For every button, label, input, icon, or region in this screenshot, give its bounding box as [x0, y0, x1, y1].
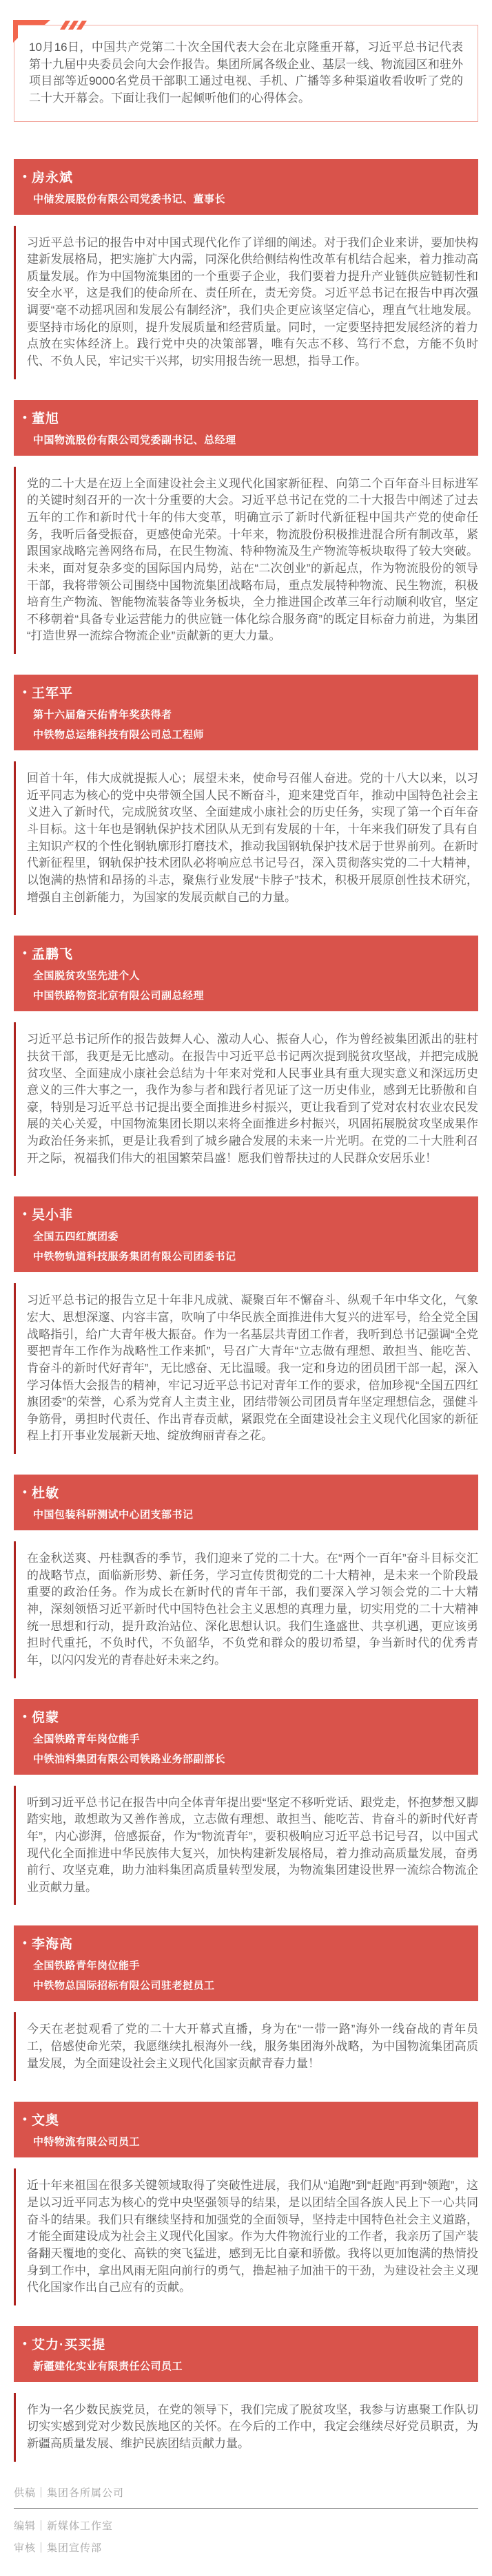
person-banner — [14, 400, 478, 456]
person-quote — [14, 1022, 478, 1176]
article-footer — [14, 2485, 478, 2555]
person-titles — [23, 707, 469, 741]
person-title: 全国铁路青年岗位能手 — [33, 1960, 141, 1972]
bullet-icon: • — [23, 410, 27, 424]
person-banner — [14, 159, 478, 215]
triple-slash-icon — [63, 21, 84, 30]
person-quote — [14, 1283, 478, 1454]
person-title: 全国铁路青年岗位能手 — [33, 1733, 141, 1745]
intro-box — [14, 25, 478, 122]
person-name-row — [23, 167, 469, 186]
person-title: 全国五四红旗团委 — [33, 1231, 119, 1243]
person-name-row — [23, 408, 469, 427]
person-section — [14, 2326, 478, 2462]
person-quote — [14, 2012, 478, 2081]
bullet-icon: • — [23, 686, 27, 699]
person-quote — [14, 2393, 478, 2462]
person-name: 李海高 — [31, 1937, 73, 1952]
person-quote-text: 党的二十大是在迈上全面建设社会主义现代化国家新征程、向第二个百年奋斗目标进军的关键时刻召开的一次十分重要的大会。习近平总书记在党的二十大报告中阐述了过去五年的工作和新时代十年的伟大变革，明确宣示了新时代新征程中国共产党的使命任务，我听后备受振奋，更感使命光荣。十年来，物流股份积极推进混合所有制改革，紧跟国家战略完善网络布局，在民生物流、特种物流及生产物流等板块取得了较大突破。未来，面对复杂多变的国际国内局势，站在“二次创业”的新起点，作为物流股份的领导干部，我将带领公司围绕中国物流集团战略布局，重点发展特种物流、民生物流，积极培育生产物流、智能物流装备等业务板块，全力推进国企改革三年行动顺利收官，坚定不移朝着“具备专业运营能力的供应链一体化综合服务商”的既定目标奋力前进，为集团“打造世界一流综合物流企业”贡献新的更大力量。 — [27, 476, 478, 643]
person-banner — [14, 1925, 478, 2001]
person-quote-text: 回首十年，伟大成就提振人心；展望未来，使命号召催人奋进。党的十八大以来，以习近平同志为核心的党中央带领全国人民不断奋斗，迎来建党百年，推动中国特色社会主义进入了新时代，完成脱贫攻坚、全面建成小康社会的历史任务，实现了第一个百年奋斗目标。这十年也是钢轨保护技术团队从无到有发展的十年，十年来我们研发了具有自主知识产权的个性化钢轨廓形打磨技术，推动我国钢轨保护技术居于世界前列。在新时代新征程里，钢轨保护技术团队必将响应总书记号召，深入贯彻落实党的二十大精神，以饱满的热情和昂扬的斗志，聚焦行业发展“卡脖子”技术，积极开展原创性技术研究，增强自主创新能力，为国家的发展贡献自己的力量。 — [27, 772, 478, 904]
person-name-row — [23, 1934, 469, 1952]
credit-line-reviewer: 审核｜集团宣传部 — [14, 2542, 103, 2554]
person-section — [14, 1699, 478, 1905]
person-name: 吴小菲 — [31, 1208, 73, 1223]
person-banner — [14, 1475, 478, 1530]
person-title: 第十六届詹天佑青年奖获得者 — [33, 709, 172, 721]
footer-divider — [14, 2508, 478, 2509]
person-name: 王军平 — [31, 686, 73, 701]
bullet-icon: • — [23, 947, 27, 960]
person-quote — [14, 761, 478, 915]
person-name-row — [23, 2110, 469, 2129]
person-quote — [14, 2168, 478, 2305]
person-section — [14, 1196, 478, 1454]
person-section — [14, 159, 478, 379]
person-title: 中国物流股份有限公司党委副书记、总经理 — [33, 434, 236, 446]
person-name: 文奥 — [31, 2113, 59, 2129]
person-titles — [23, 1229, 469, 1263]
person-name-row — [23, 1707, 469, 1726]
person-section — [14, 675, 478, 915]
person-titles — [23, 1958, 469, 1992]
person-title: 全国脱贫攻坚先进个人 — [33, 970, 141, 982]
credit-line-contributor: 供稿｜集团各所属公司 — [14, 2487, 125, 2499]
person-quote — [14, 467, 478, 654]
person-quote — [14, 226, 478, 379]
intro-text: 10月16日，中国共产党第二十次全国代表大会在北京隆重开幕，习近平总书记代表第十九届中央委员会向大会作报告。集团所属各级企业、基层一线、物流园区和驻外项目部等近9000名党员干部职工通过电视、手机、广播等多种渠道收看收听了党的二十大开幕会。下面让我们一起倾听他们的心得体会。 — [29, 41, 463, 105]
person-banner — [14, 936, 478, 1011]
person-titles — [23, 1731, 469, 1766]
bullet-icon: • — [23, 2113, 27, 2126]
bullet-icon: • — [23, 1207, 27, 1221]
person-titles — [23, 432, 469, 447]
person-name-row — [23, 1205, 469, 1223]
person-quote — [14, 1786, 478, 1905]
person-title: 中国铁路物资北京有限公司副总经理 — [33, 990, 205, 1002]
bullet-icon: • — [23, 1936, 27, 1950]
person-title: 中铁物总国际招标有限公司驻老挝员工 — [33, 1980, 215, 1992]
people-list — [14, 159, 478, 2462]
credit-line-editor: 编辑｜新媒体工作室 — [14, 2520, 114, 2532]
person-title: 中铁物总运维科技有限公司总工程师 — [33, 729, 205, 741]
corner-bar-vertical — [13, 20, 18, 43]
person-name: 艾力·买买提 — [31, 2337, 106, 2352]
bullet-icon: • — [23, 1709, 27, 1723]
person-quote-text: 作为一名少数民族党员，在党的领导下，我们完成了脱贫攻坚，我参与访惠聚工作队切切实实感到党对少数民族地区的关怀。在今后的工作中，我定会继续尽好党员职责，为新疆高质量发展、维护民族团结贡献力量。 — [27, 2403, 478, 2451]
person-name: 董旭 — [31, 411, 59, 426]
person-name: 孟鹏飞 — [31, 947, 73, 962]
person-title: 中铁物轨道科技服务集团有限公司团委书记 — [33, 1251, 236, 1263]
person-name-row — [23, 1483, 469, 1501]
person-quote-text: 习近平总书记的报告立足十年非凡成就、凝聚百年不懈奋斗、纵观千年中华文化，气象宏大、思想深邃、内容丰富，吹响了中华民族全面推进伟大复兴的进军号，给全党全国战略指引，给广大青年极大振奋。作为一名基层共青团工作者，我听到总书记强调“全党要把青年工作作为战略性工作来抓”，号召广大青年“立志做有理想、敢担当、能吃苦、肯奋斗的新时代好青年”，无比感奋、无比温暖。我一定和身边的团员团干部一起，深入学习体悟大会报告的精神，牢记习近平总书记对青年工作的要求，倍加珍视“全国五四红旗团委”的荣誉，心系为党育人主责主业，团结带领公司团员青年坚定理想信念，强健斗争筋骨，勇担时代责任、作出青春贡献，紧跟党在全面建设社会主义现代化国家的新征程上打开事业发展新天地、绽放绚丽青春之花。 — [27, 1294, 478, 1443]
person-quote-text: 今天在老挝观看了党的二十大开幕式直播，身为在“一带一路”海外一线奋战的青年员工，倍感使命光荣，我愿继续扎根海外一线，服务集团海外战略，为中国物流集团高质量发展，为全面建设社会主义现代化国家贡献青春力量！ — [27, 2023, 478, 2070]
person-quote-text: 习近平总书记所作的报告鼓舞人心、激动人心、振奋人心，作为曾经被集团派出的驻村扶贫干部，我更是无比感动。在报告中习近平总书记两次提到脱贫攻坚战，并把完成脱贫攻坚、全面建成小康社会总结为十年来对党和人民事业具有重大现实意义和深远历史意义的三件大事之一，我作为参与者和践行者见证了这一历史伟业，感到无比骄傲和自豪，特别是习近平总书记提出要全面推进乡村振兴，更让我看到了党对农村农业农民发展的关心关爱，中国物流集团长期以来将全面推进乡村振兴，巩固拓展脱贫攻坚成果作为政治任务来抓，更是让我看到了城乡融合发展的未来一片光明。在党的二十大胜利召开之际，祝福我们伟大的祖国繁荣昌盛！愿我们曾帮扶过的人民群众安居乐业！ — [27, 1033, 478, 1165]
person-name-row — [23, 2334, 469, 2353]
person-titles — [23, 2358, 469, 2373]
person-section — [14, 1925, 478, 2081]
person-banner — [14, 1196, 478, 1272]
person-title: 中特物流有限公司员工 — [33, 2136, 141, 2149]
bullet-icon: • — [23, 1486, 27, 1499]
person-quote-text: 习近平总书记的报告中对中国式现代化作了详细的阐述。对于我们企业来讲，要加快构建新发展格局，把实施扩大内需，同深化供给侧结构性改革有机结合起来，着力推动高质量发展。作为中国物流集团的一个重要子企业，我们要着力提升产业链供应链韧性和安全水平，这是我们的使命所在、责任所在，责无旁贷。习近平总书记在报告中再次强调要“毫不动摇巩固和发展公有制经济”，我们央企更应该坚定信心，理直气壮地发展。要坚持市场化的原则，提升发展质量和经营质量。同时，一定要坚持把发展经济的着力点放在实体经济上。践行党中央的决策部署，唯有矢志不移、笃行不怠，方能不负时代、不负人民，牢记实干兴邦，切实用报告统一思想，指导工作。 — [27, 235, 478, 368]
person-titles — [23, 2134, 469, 2149]
person-name: 杜敏 — [31, 1486, 59, 1501]
corner-bar-horizontal — [13, 20, 50, 25]
person-section — [14, 936, 478, 1176]
person-name-row — [23, 944, 469, 962]
person-titles — [23, 1507, 469, 1521]
bullet-icon: • — [23, 2336, 27, 2350]
person-section — [14, 400, 478, 654]
person-banner — [14, 2102, 478, 2157]
person-banner — [14, 2326, 478, 2382]
person-title: 新疆建化实业有限责任公司员工 — [33, 2360, 183, 2372]
person-title: 中储发展股份有限公司党委书记、董事长 — [33, 193, 226, 205]
person-name: 倪蒙 — [31, 1710, 59, 1725]
person-section — [14, 1475, 478, 1678]
person-banner — [14, 1699, 478, 1775]
person-name-row — [23, 683, 469, 701]
person-quote — [14, 1541, 478, 1678]
person-titles — [23, 968, 469, 1002]
person-section — [14, 2102, 478, 2305]
bullet-icon: • — [23, 169, 27, 183]
person-quote-text: 在金秋送爽、丹桂飘香的季节，我们迎来了党的二十大。在“两个一百年”奋斗目标交汇的战略节点，面临新形势、新任务，学习宣传贯彻党的二十大精神，是未来一个阶段最重要的政治任务。作为成长在新时代的青年干部，我们要深入学习领会党的二十大精神，深刻领悟习近平新时代中国特色社会主义思想的真理力量，切实用党的二十大精神统一思想和行动，提升政治站位、深化思想认识。我们生逢盛世、共享机遇，更应该勇担时代重托，不负时代，不负韶华，不负党和群众的殷切希望，争当新时代的优秀青年，以闪闪发光的青春赴好未来之约。 — [27, 1552, 478, 1667]
person-titles — [23, 191, 469, 206]
person-quote-text: 近十年来祖国在很多关键领域取得了突破性进展，我们从“追跑”到“赶跑”再到“领跑”，这是以习近平同志为核心的党中央坚强领导的结果，是以团结全国各族人民上下一心共同奋斗的结果。我们只有继续坚持和加强党的全面领导，坚持走中国特色社会主义道路，才能全面建设成为社会主义现代化国家。作为大件物流行业的工作者，我亲历了国产装备翻天覆地的变化、高铁的突飞猛进，感到无比自豪和骄傲。我将以更加饱满的热情投身到工作中，拿出风雨无阻向前行的勇气，撸起袖子加油干的干劲，为建设社会主义现代化国家作出自己应有的贡献。 — [27, 2179, 478, 2294]
person-title: 中国包装科研测试中心团支部书记 — [33, 1509, 194, 1521]
person-quote-text: 听到习近平总书记在报告中向全体青年提出要“坚定不移听党话、跟党走，怀抱梦想又脚踏实地，敢想敢为又善作善成，立志做有理想、敢担当、能吃苦、肯奋斗的新时代好青年”，内心澎湃，倍感振奋，作为“物流青年”，要积极响应习近平总书记号召，以中国式现代化全面推进中华民族伟大复兴，加快构建新发展格局，着力推动高质量发展，奋勇前行、攻坚克难，助力油料集团高质量转型发展，为物流集团建设世界一流综合物流企业贡献力量。 — [27, 1795, 478, 1894]
person-title: 中铁油料集团有限公司铁路业务部副部长 — [33, 1753, 226, 1765]
person-banner — [14, 675, 478, 750]
person-name: 房永斌 — [31, 170, 73, 185]
